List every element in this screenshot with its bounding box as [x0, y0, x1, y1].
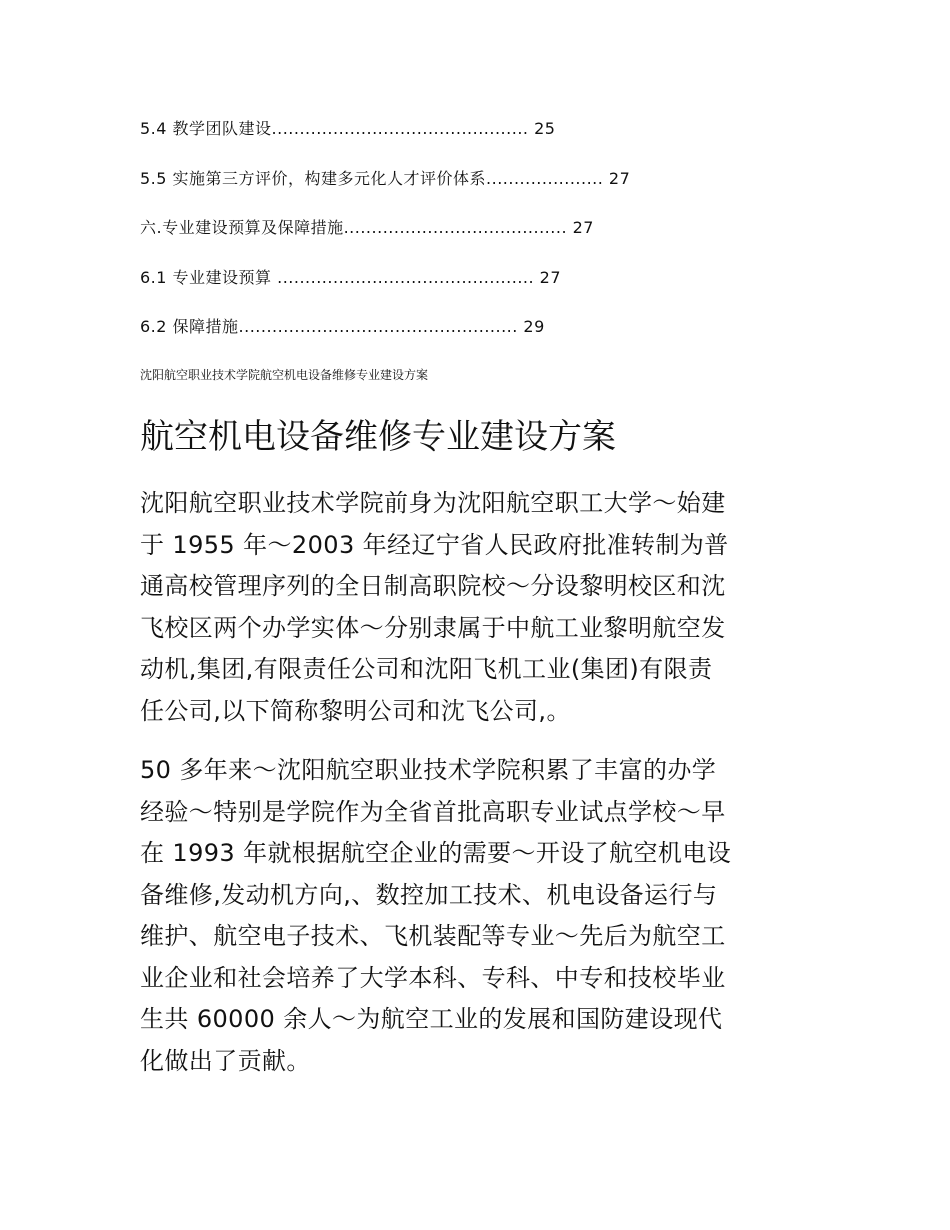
paragraph-experience — [140, 750, 812, 1082]
paragraph-line: 化做出了贡献。 — [140, 1046, 311, 1075]
paragraph-line: 飞校区两个办学实体～分别隶属于中航工业黎明航空发 — [140, 613, 726, 642]
paragraph-line: 在 1993 年就根据航空企业的需要～开设了航空机电设 — [140, 839, 732, 867]
toc-entry-6-2[interactable]: 6.2 保障措施.................................................. 29 — [140, 317, 545, 336]
paragraph-line: 生共 60000 余人～为航空工业的发展和国防建设现代 — [140, 1005, 723, 1033]
paragraph-line: 经验～特别是学院作为全省首批高职专业试点学校～早 — [140, 797, 726, 826]
toc-entry-6[interactable]: 六.专业建设预算及保障措施........................................ 27 — [140, 218, 594, 237]
paragraph-line: 通高校管理序列的全日制高职院校～分设黎明校区和沈 — [140, 572, 726, 600]
table-of-contents — [140, 117, 820, 365]
paragraph-line: 动机,集团,有限责任公司和沈阳飞机工业(集团)有限责 — [140, 655, 713, 683]
document-title: 航空机电设备维修专业建设方案 — [140, 417, 616, 457]
toc-entry-5-5[interactable]: 5.5 实施第三方评价，构建多元化人才评价体系..................... 27 — [140, 168, 631, 188]
paragraph-line: 业企业和社会培养了大学本科、专科、中专和技校毕业 — [140, 963, 726, 992]
paragraph-line: 任公司,以下简称黎明公司和沈飞公司,。 — [140, 696, 571, 725]
running-header: 沈阳航空职业技术学院航空机电设备维修专业建设方案 — [140, 368, 429, 382]
paragraph-line: 50 多年来～沈阳航空职业技术学院积累了丰富的办学 — [140, 756, 717, 784]
toc-entry-6-1[interactable]: 6.1 专业建设预算 .............................................. 27 — [140, 267, 562, 287]
paragraph-line: 沈阳航空职业技术学院前身为沈阳航空职工大学～始建 — [140, 489, 726, 517]
paragraph-history — [140, 483, 812, 732]
paragraph-line: 备维修,发动机方向,、数控加工技术、机电设备运行与 — [140, 880, 718, 909]
toc-entry-5-4[interactable]: 5.4 教学团队建设.............................................. 25 — [140, 119, 556, 138]
paragraph-line: 维护、航空电子技术、飞机装配等专业～先后为航空工 — [140, 922, 726, 950]
paragraph-line: 于 1955 年～2003 年经辽宁省人民政府批准转制为普 — [140, 530, 729, 559]
